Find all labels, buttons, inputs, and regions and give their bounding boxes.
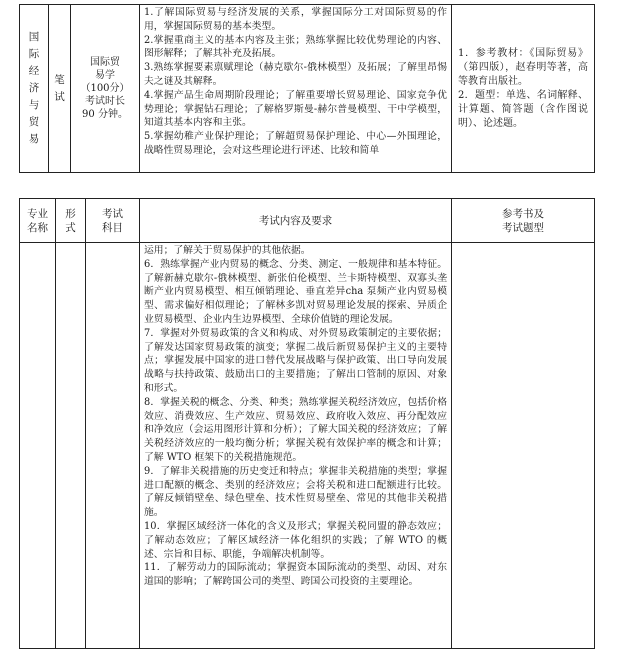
subject-line: 90 分钟。	[82, 109, 128, 120]
content-item: 8．掌握关税的概念、分类、种类；熟练掌握关税经济效应，包括价格效应、消费效应、生产效应、贸易效应、政府收入效应、再分配效应和净效应（会运用图形计算和分析）；了解大国关税的经济效应；了解关税经济效应的一般均衡分析；掌握关税有效保护率的概念和计算；了解 WTO 框架下的关税措施规范。	[144, 396, 447, 463]
header-major-name: 专业 名称	[20, 199, 56, 243]
content-item: 4.掌握产品生命周期阶段理论；了解重要增长贸易理论、国家竞争优势理论；掌握钻石理论；了解格罗斯曼-赫尔普曼模型、干中学模型，知道其基本内容和主张。	[144, 89, 447, 129]
major-char: 际	[28, 48, 40, 60]
major-char: 经	[28, 65, 40, 77]
subject-line: 考试时长	[85, 96, 125, 107]
content-item: 1.了解国际贸易与经济发展的关系，掌握国际分工对国际贸易的作用，掌握国际贸易的基本类型。	[144, 7, 447, 32]
header-form: 形 式	[56, 199, 86, 243]
exam-form-cell-empty	[56, 243, 86, 649]
subject-line: （100分）	[80, 83, 130, 94]
reference-cell	[452, 5, 595, 173]
content-item: 6．熟练掌握产业内贸易的概念、分类、测定、一般规律和基本特征。了解新赫克歇尔-俄林模型、新张伯伦模型、兰卡斯特模型、双寡头垄断产业内贸易模型、相互倾销理论、垂直差异cha 泵频产业内贸易模型、需求偏好相似理论；了解林多凯对贸易理论发展的探索、异质企业贸易模型、企业内生边界模型、全球价值链的理论发展。	[144, 258, 447, 325]
reference-cell-empty	[452, 243, 595, 649]
header-content: 考试内容及要求	[140, 199, 452, 243]
content-item: 运用；了解关于贸易保护的其他依据。	[144, 245, 311, 256]
exam-form-cell	[49, 5, 71, 173]
subject-line: 国际贸	[90, 57, 120, 68]
major-name-cell	[20, 5, 49, 173]
form-char: 试	[54, 90, 65, 103]
exam-subject-cell-empty	[86, 243, 140, 649]
content-item: 10．掌握区域经济一体化的含义及形式；掌握关税同盟的静态效应；了解动态效应；了解区域经济一体化组织的实践；了解 WTO 的概述、宗旨和目标、职能，争端解决机制等。	[144, 520, 447, 560]
major-name-cell-empty	[20, 243, 56, 649]
content-item: 9．了解非关税措施的历史变迁和特点；掌握非关税措施的类型；掌握进口配额的概念、类别的经济效应；会将关税和进口配额进行比较。了解反倾销壁垒、绿色壁垒、技术性贸易壁垒、常见的其他非关税措施。	[144, 465, 447, 519]
content-item: 7．掌握对外贸易政策的含义和构成、对外贸易政策制定的主要依据；了解发达国家贸易政策的演变；掌握二战后新贸易保护主义的主要特点；掌握发展中国家的进口替代发展战略与保护政策、出口导向发展战略与扶持政策、鼓励出口的主要措施；了解出口管制的原因、对象和形式。	[144, 327, 447, 394]
header-reference: 参考书及 考试题型	[452, 199, 595, 243]
content-item: 3.熟练掌握要素禀赋理论（赫克歇尔-俄林模型）及拓展；了解里昂惕夫之谜及其解释。	[144, 62, 447, 87]
major-char: 国	[28, 31, 40, 43]
content-item: 2.掌握重商主义的基本内容及主张；熟练掌握比较优势理论的内容、图形解释；了解其补充及拓展。	[144, 34, 447, 60]
exam-content-cell	[140, 243, 452, 649]
exam-subject-cell	[71, 5, 140, 173]
reference-item: 1．参考教材：《国际贸易》（第四版），赵春明等著，高等教育出版社。	[458, 47, 588, 87]
major-char: 易	[28, 133, 40, 145]
reference-item: 2．题型：单选、名词解释、计算题、简答题（含作图说明）、论述题。	[458, 89, 588, 129]
subject-line: 易学	[95, 70, 115, 81]
header-subject: 考试 科目	[86, 199, 140, 243]
form-char: 笔	[54, 73, 65, 86]
content-item: 5.掌握幼稚产业保护理论；了解超贸易保护理论、中心—外围理论，战略性贸易理论，会对这些理论进行评述、比较和简单	[144, 131, 447, 156]
exam-content-cell	[140, 5, 452, 173]
exam-syllabus-table-top	[19, 4, 595, 173]
major-char: 贸	[28, 116, 40, 128]
major-char: 济	[28, 82, 40, 94]
exam-syllabus-table-bottom	[19, 198, 595, 649]
major-char: 与	[28, 99, 40, 111]
content-item: 11．了解劳动力的国际流动；掌握资本国际流动的类型、动因、对东道国的影响；了解跨国公司的类型、跨国公司投资的主要理论。	[144, 562, 447, 588]
